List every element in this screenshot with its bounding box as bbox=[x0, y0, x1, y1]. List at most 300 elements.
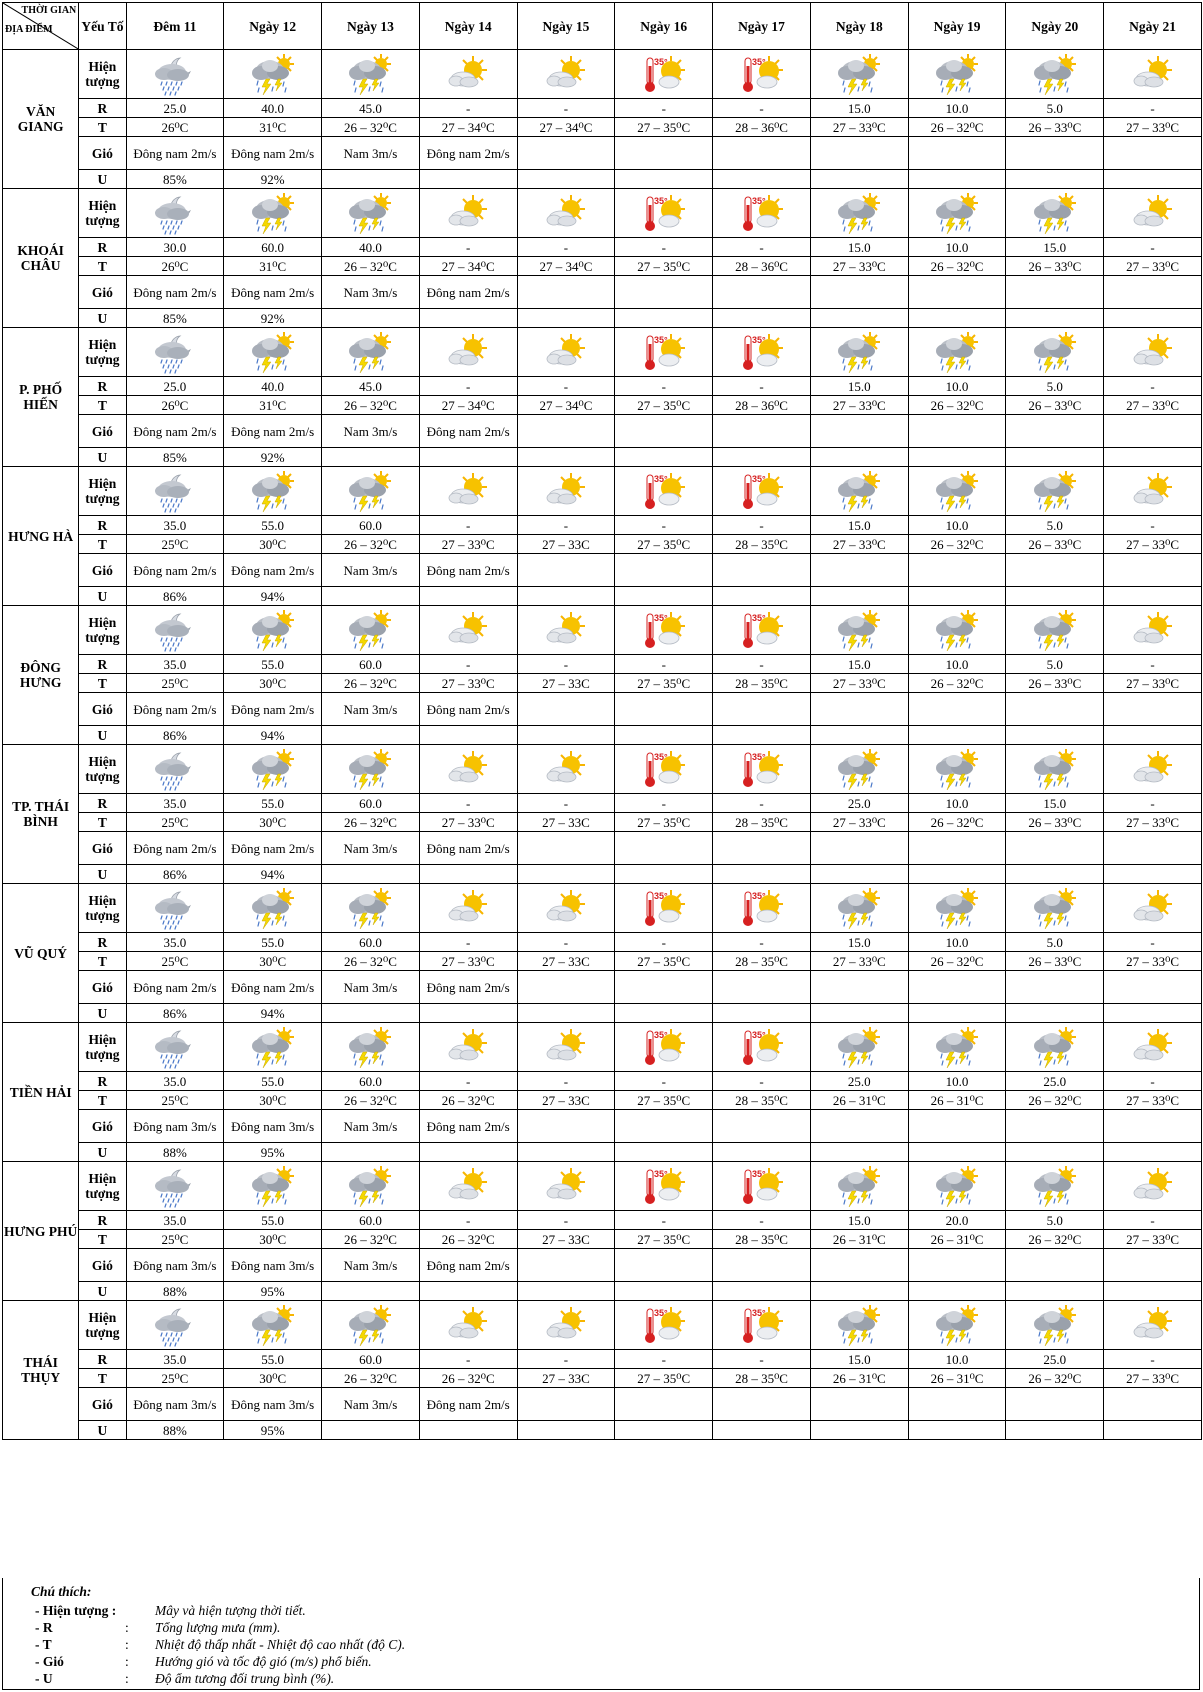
t-value: 27 – 33⁰C bbox=[419, 813, 517, 832]
r-value: - bbox=[419, 238, 517, 257]
thunderstorm-sun-icon bbox=[1030, 747, 1080, 791]
weather-cell bbox=[908, 884, 1006, 933]
t-value: 28 – 36⁰C bbox=[713, 257, 811, 276]
r-value: 60.0 bbox=[322, 933, 420, 952]
g-value bbox=[1006, 693, 1104, 726]
r-value: 55.0 bbox=[224, 1211, 322, 1230]
u-value bbox=[1006, 726, 1104, 745]
night-rain-icon bbox=[150, 1025, 200, 1069]
g-value bbox=[713, 415, 811, 448]
hot-thermometer-sun-icon bbox=[737, 1303, 787, 1347]
night-rain-icon bbox=[150, 886, 200, 930]
u-value bbox=[1006, 309, 1104, 328]
g-value: Đông nam 2m/s bbox=[224, 693, 322, 726]
partly-cloudy-sun-icon bbox=[1128, 1303, 1178, 1347]
g-value: Đông nam 2m/s bbox=[224, 554, 322, 587]
factor-label: R bbox=[79, 238, 126, 257]
row-u bbox=[3, 1421, 1202, 1440]
weather-cell bbox=[126, 328, 224, 377]
weather-cell bbox=[1006, 1162, 1104, 1211]
factor-label: T bbox=[79, 952, 126, 971]
g-value: Đông nam 2m/s bbox=[419, 554, 517, 587]
t-value: 26 – 32⁰C bbox=[908, 952, 1006, 971]
factor-label: Hiện tượng bbox=[79, 189, 126, 238]
thunderstorm-sun-icon bbox=[345, 747, 395, 791]
partly-cloudy-sun-icon bbox=[541, 330, 591, 374]
partly-cloudy-sun-icon bbox=[1128, 747, 1178, 791]
factor-label: T bbox=[79, 118, 126, 137]
t-value: 27 – 33C bbox=[517, 535, 615, 554]
weather-cell bbox=[810, 1023, 908, 1072]
row-t bbox=[3, 813, 1202, 832]
legend-key: - Hiện tượng : bbox=[35, 1603, 117, 1618]
u-value bbox=[615, 1004, 713, 1023]
partly-cloudy-sun-icon bbox=[541, 191, 591, 235]
t-value: 26 – 32⁰C bbox=[908, 118, 1006, 137]
day-header: Ngày 20 bbox=[1006, 3, 1104, 50]
g-value bbox=[810, 1388, 908, 1421]
u-value bbox=[517, 587, 615, 606]
hot-thermometer-sun-icon bbox=[639, 469, 689, 513]
hot-thermometer-sun-icon bbox=[639, 191, 689, 235]
weather-cell bbox=[224, 1023, 322, 1072]
r-value: - bbox=[419, 1211, 517, 1230]
u-value bbox=[419, 1143, 517, 1162]
row-t bbox=[3, 952, 1202, 971]
t-value: 28 – 35⁰C bbox=[713, 1230, 811, 1249]
thunderstorm-sun-icon bbox=[932, 608, 982, 652]
factor-label: T bbox=[79, 1091, 126, 1110]
r-value: 45.0 bbox=[322, 377, 420, 396]
weather-cell bbox=[322, 50, 420, 99]
u-value bbox=[322, 587, 420, 606]
weather-cell bbox=[224, 50, 322, 99]
u-value bbox=[1006, 1282, 1104, 1301]
hot-thermometer-sun-icon bbox=[737, 52, 787, 96]
partly-cloudy-sun-icon bbox=[541, 1303, 591, 1347]
g-value: Đông nam 2m/s bbox=[126, 832, 224, 865]
night-rain-icon bbox=[150, 1303, 200, 1347]
row-g bbox=[3, 1388, 1202, 1421]
u-value bbox=[517, 1421, 615, 1440]
factor-label: Hiện tượng bbox=[79, 50, 126, 99]
location-name: P. PHỐ HIẾN bbox=[3, 328, 79, 467]
weather-cell bbox=[908, 467, 1006, 516]
thunderstorm-sun-icon bbox=[1030, 1303, 1080, 1347]
partly-cloudy-sun-icon bbox=[1128, 191, 1178, 235]
thunderstorm-sun-icon bbox=[834, 886, 884, 930]
thunderstorm-sun-icon bbox=[932, 886, 982, 930]
weather-cell bbox=[615, 328, 713, 377]
r-value: - bbox=[1104, 1072, 1202, 1091]
u-value bbox=[419, 726, 517, 745]
g-value: Nam 3m/s bbox=[322, 137, 420, 170]
r-value: - bbox=[713, 933, 811, 952]
t-value: 27 – 35⁰C bbox=[615, 535, 713, 554]
t-value: 30⁰C bbox=[224, 813, 322, 832]
thunderstorm-sun-icon bbox=[834, 608, 884, 652]
r-value: - bbox=[517, 377, 615, 396]
weather-cell bbox=[126, 884, 224, 933]
r-value: - bbox=[713, 1350, 811, 1369]
night-rain-icon bbox=[150, 1164, 200, 1208]
hot-thermometer-sun-icon bbox=[737, 608, 787, 652]
r-value: 60.0 bbox=[322, 1072, 420, 1091]
thunderstorm-sun-icon bbox=[248, 1025, 298, 1069]
weather-cell bbox=[322, 328, 420, 377]
weather-cell bbox=[224, 884, 322, 933]
r-value: - bbox=[713, 1072, 811, 1091]
u-value: 92% bbox=[224, 448, 322, 467]
legend-sep: : bbox=[125, 1654, 129, 1669]
r-value: 15.0 bbox=[810, 1211, 908, 1230]
t-value: 27 – 33⁰C bbox=[810, 257, 908, 276]
u-value bbox=[419, 1421, 517, 1440]
weather-cell bbox=[810, 1162, 908, 1211]
g-value bbox=[908, 971, 1006, 1004]
t-value: 26 – 31⁰C bbox=[810, 1369, 908, 1388]
u-value bbox=[810, 1282, 908, 1301]
weather-cell bbox=[517, 1301, 615, 1350]
r-value: 10.0 bbox=[908, 377, 1006, 396]
partly-cloudy-sun-icon bbox=[443, 52, 493, 96]
thunderstorm-sun-icon bbox=[834, 469, 884, 513]
r-value: 25.0 bbox=[126, 377, 224, 396]
r-value: - bbox=[517, 1072, 615, 1091]
factor-label: T bbox=[79, 1369, 126, 1388]
weather-cell bbox=[615, 606, 713, 655]
t-value: 30⁰C bbox=[224, 674, 322, 693]
t-value: 30⁰C bbox=[224, 1091, 322, 1110]
weather-cell bbox=[419, 606, 517, 655]
thunderstorm-sun-icon bbox=[1030, 608, 1080, 652]
u-value bbox=[419, 587, 517, 606]
thunderstorm-sun-icon bbox=[248, 1164, 298, 1208]
legend-sep: : bbox=[125, 1620, 129, 1635]
r-value: 5.0 bbox=[1006, 516, 1104, 535]
r-value: - bbox=[1104, 794, 1202, 813]
hot-thermometer-sun-icon bbox=[737, 1025, 787, 1069]
weather-cell bbox=[322, 1023, 420, 1072]
g-value bbox=[908, 1388, 1006, 1421]
t-value: 27 – 33⁰C bbox=[1104, 1369, 1202, 1388]
night-rain-icon bbox=[150, 330, 200, 374]
legend-desc: Nhiệt độ thấp nhất - Nhiệt độ cao nhất (độ C). bbox=[155, 1637, 406, 1652]
u-value bbox=[322, 1004, 420, 1023]
g-value bbox=[713, 693, 811, 726]
t-value: 26 – 32⁰C bbox=[908, 535, 1006, 554]
row-u bbox=[3, 726, 1202, 745]
u-value bbox=[615, 726, 713, 745]
u-value bbox=[908, 448, 1006, 467]
weather-cell bbox=[419, 745, 517, 794]
hot-thermometer-sun-icon bbox=[737, 747, 787, 791]
g-value bbox=[1104, 832, 1202, 865]
t-value: 25⁰C bbox=[126, 535, 224, 554]
weather-cell bbox=[1104, 50, 1202, 99]
g-value: Đông nam 2m/s bbox=[419, 276, 517, 309]
g-value bbox=[517, 1249, 615, 1282]
row-t bbox=[3, 396, 1202, 415]
factor-label: Gió bbox=[79, 693, 126, 726]
r-value: - bbox=[615, 1072, 713, 1091]
g-value: Đông nam 2m/s bbox=[126, 137, 224, 170]
g-value: Đông nam 2m/s bbox=[126, 554, 224, 587]
r-value: - bbox=[615, 1211, 713, 1230]
g-value bbox=[810, 1110, 908, 1143]
u-value bbox=[615, 309, 713, 328]
g-value: Đông nam 2m/s bbox=[126, 693, 224, 726]
r-value: 5.0 bbox=[1006, 1211, 1104, 1230]
day-header: Đêm 11 bbox=[126, 3, 224, 50]
t-value: 26⁰C bbox=[126, 118, 224, 137]
row-wx bbox=[3, 1162, 1202, 1211]
weather-cell bbox=[419, 189, 517, 238]
r-value: - bbox=[713, 516, 811, 535]
row-r bbox=[3, 238, 1202, 257]
u-value bbox=[615, 1421, 713, 1440]
weather-cell bbox=[517, 328, 615, 377]
factor-label: U bbox=[79, 448, 126, 467]
t-value: 26 – 33⁰C bbox=[1006, 396, 1104, 415]
weather-cell bbox=[224, 189, 322, 238]
day-header: Ngày 15 bbox=[517, 3, 615, 50]
legend-desc: Mây và hiện tượng thời tiết. bbox=[155, 1603, 306, 1618]
u-value bbox=[1006, 170, 1104, 189]
t-value: 27 – 33⁰C bbox=[419, 535, 517, 554]
g-value bbox=[810, 137, 908, 170]
t-value: 26 – 32⁰C bbox=[1006, 1091, 1104, 1110]
day-header: Ngày 13 bbox=[322, 3, 420, 50]
row-wx bbox=[3, 745, 1202, 794]
u-value: 85% bbox=[126, 309, 224, 328]
g-value: Đông nam 2m/s bbox=[419, 832, 517, 865]
weather-cell bbox=[1006, 50, 1104, 99]
u-value: 86% bbox=[126, 865, 224, 884]
g-value bbox=[615, 415, 713, 448]
header-row bbox=[3, 3, 1202, 50]
legend bbox=[2, 1578, 1200, 1690]
hot-thermometer-sun-icon bbox=[737, 191, 787, 235]
weather-cell bbox=[322, 745, 420, 794]
factor-header: Yếu Tố bbox=[79, 3, 126, 50]
weather-cell bbox=[1006, 1301, 1104, 1350]
weather-cell bbox=[908, 328, 1006, 377]
r-value: 15.0 bbox=[810, 933, 908, 952]
row-r bbox=[3, 655, 1202, 674]
location-name: VĂN GIANG bbox=[3, 50, 79, 189]
thunderstorm-sun-icon bbox=[834, 52, 884, 96]
weather-cell bbox=[517, 884, 615, 933]
r-value: 40.0 bbox=[322, 238, 420, 257]
g-value: Đông nam 2m/s bbox=[126, 276, 224, 309]
u-value bbox=[1006, 1143, 1104, 1162]
g-value: Đông nam 2m/s bbox=[126, 971, 224, 1004]
weather-cell bbox=[419, 328, 517, 377]
g-value: Nam 3m/s bbox=[322, 415, 420, 448]
row-t bbox=[3, 118, 1202, 137]
t-value: 30⁰C bbox=[224, 1369, 322, 1388]
u-value bbox=[517, 1282, 615, 1301]
u-value bbox=[713, 587, 811, 606]
g-value bbox=[713, 1110, 811, 1143]
factor-label: Hiện tượng bbox=[79, 606, 126, 655]
partly-cloudy-sun-icon bbox=[443, 608, 493, 652]
r-value: 25.0 bbox=[810, 794, 908, 813]
factor-label: Gió bbox=[79, 1249, 126, 1282]
t-value: 27 – 33⁰C bbox=[1104, 952, 1202, 971]
t-value: 26⁰C bbox=[126, 396, 224, 415]
weather-cell bbox=[419, 1162, 517, 1211]
row-u bbox=[3, 448, 1202, 467]
t-value: 25⁰C bbox=[126, 1091, 224, 1110]
t-value: 26 – 32⁰C bbox=[908, 396, 1006, 415]
factor-label: Hiện tượng bbox=[79, 328, 126, 377]
factor-label: R bbox=[79, 1350, 126, 1369]
thunderstorm-sun-icon bbox=[345, 1164, 395, 1208]
u-value: 95% bbox=[224, 1282, 322, 1301]
weather-cell bbox=[517, 1023, 615, 1072]
weather-cell bbox=[224, 1301, 322, 1350]
u-value: 94% bbox=[224, 726, 322, 745]
partly-cloudy-sun-icon bbox=[541, 469, 591, 513]
factor-label: T bbox=[79, 813, 126, 832]
t-value: 26 – 31⁰C bbox=[908, 1091, 1006, 1110]
r-value: 5.0 bbox=[1006, 933, 1104, 952]
u-value: 86% bbox=[126, 1004, 224, 1023]
weather-cell bbox=[810, 328, 908, 377]
row-wx bbox=[3, 328, 1202, 377]
row-r bbox=[3, 377, 1202, 396]
t-value: 28 – 35⁰C bbox=[713, 1369, 811, 1388]
r-value: 35.0 bbox=[126, 516, 224, 535]
t-value: 27 – 33⁰C bbox=[419, 674, 517, 693]
u-value bbox=[615, 865, 713, 884]
u-value bbox=[517, 1143, 615, 1162]
weather-cell bbox=[1006, 467, 1104, 516]
weather-cell bbox=[322, 467, 420, 516]
r-value: - bbox=[517, 238, 615, 257]
factor-label: Hiện tượng bbox=[79, 467, 126, 516]
weather-cell bbox=[810, 745, 908, 794]
g-value bbox=[615, 693, 713, 726]
t-value: 27 – 33⁰C bbox=[1104, 813, 1202, 832]
r-value: 10.0 bbox=[908, 238, 1006, 257]
g-value: Đông nam 2m/s bbox=[419, 1388, 517, 1421]
g-value: Nam 3m/s bbox=[322, 1249, 420, 1282]
g-value: Nam 3m/s bbox=[322, 554, 420, 587]
r-value: - bbox=[615, 377, 713, 396]
weather-cell bbox=[1104, 1162, 1202, 1211]
r-value: 15.0 bbox=[1006, 238, 1104, 257]
thunderstorm-sun-icon bbox=[345, 886, 395, 930]
row-r bbox=[3, 1350, 1202, 1369]
location-name: KHOÁI CHÂU bbox=[3, 189, 79, 328]
thunderstorm-sun-icon bbox=[932, 469, 982, 513]
u-value bbox=[810, 309, 908, 328]
g-value bbox=[615, 971, 713, 1004]
g-value bbox=[1006, 137, 1104, 170]
weather-cell bbox=[713, 1301, 811, 1350]
row-u bbox=[3, 309, 1202, 328]
u-value bbox=[1104, 309, 1202, 328]
weather-cell bbox=[1104, 467, 1202, 516]
t-value: 26 – 33⁰C bbox=[1006, 535, 1104, 554]
hot-thermometer-sun-icon bbox=[639, 52, 689, 96]
t-value: 27 – 33⁰C bbox=[810, 813, 908, 832]
u-value bbox=[322, 309, 420, 328]
weather-cell bbox=[1104, 606, 1202, 655]
day-header: Ngày 14 bbox=[419, 3, 517, 50]
t-value: 27 – 33⁰C bbox=[810, 674, 908, 693]
thunderstorm-sun-icon bbox=[932, 191, 982, 235]
weather-cell bbox=[1006, 884, 1104, 933]
thunderstorm-sun-icon bbox=[1030, 191, 1080, 235]
factor-label: U bbox=[79, 1282, 126, 1301]
t-value: 27 – 34⁰C bbox=[419, 396, 517, 415]
r-value: - bbox=[517, 933, 615, 952]
hot-thermometer-sun-icon bbox=[639, 886, 689, 930]
partly-cloudy-sun-icon bbox=[443, 191, 493, 235]
partly-cloudy-sun-icon bbox=[1128, 608, 1178, 652]
g-value: Đông nam 3m/s bbox=[224, 1388, 322, 1421]
g-value: Đông nam 3m/s bbox=[126, 1249, 224, 1282]
g-value: Đông nam 2m/s bbox=[419, 1110, 517, 1143]
g-value: Đông nam 2m/s bbox=[224, 971, 322, 1004]
u-value: 94% bbox=[224, 587, 322, 606]
u-value bbox=[713, 309, 811, 328]
row-r bbox=[3, 1211, 1202, 1230]
u-value bbox=[810, 1004, 908, 1023]
u-value bbox=[908, 865, 1006, 884]
partly-cloudy-sun-icon bbox=[541, 747, 591, 791]
row-g bbox=[3, 415, 1202, 448]
t-value: 28 – 35⁰C bbox=[713, 535, 811, 554]
g-value bbox=[908, 693, 1006, 726]
r-value: 15.0 bbox=[1006, 794, 1104, 813]
g-value bbox=[615, 554, 713, 587]
weather-cell bbox=[713, 1162, 811, 1211]
u-value bbox=[1006, 1004, 1104, 1023]
t-value: 27 – 33C bbox=[517, 952, 615, 971]
t-value: 27 – 34⁰C bbox=[517, 396, 615, 415]
g-value bbox=[615, 1388, 713, 1421]
weather-cell bbox=[322, 189, 420, 238]
weather-cell bbox=[908, 1162, 1006, 1211]
u-value bbox=[419, 309, 517, 328]
r-value: 25.0 bbox=[1006, 1072, 1104, 1091]
thunderstorm-sun-icon bbox=[248, 469, 298, 513]
u-value bbox=[1104, 170, 1202, 189]
r-value: - bbox=[713, 1211, 811, 1230]
legend-item bbox=[35, 1670, 334, 1687]
partly-cloudy-sun-icon bbox=[541, 886, 591, 930]
row-r bbox=[3, 99, 1202, 118]
factor-label: Gió bbox=[79, 276, 126, 309]
row-r bbox=[3, 516, 1202, 535]
g-value bbox=[1006, 554, 1104, 587]
row-u bbox=[3, 1004, 1202, 1023]
row-g bbox=[3, 276, 1202, 309]
u-value bbox=[908, 170, 1006, 189]
weather-cell bbox=[126, 467, 224, 516]
weather-cell bbox=[1104, 1023, 1202, 1072]
weather-cell bbox=[1006, 606, 1104, 655]
thunderstorm-sun-icon bbox=[248, 191, 298, 235]
forecast-table bbox=[2, 2, 1202, 1440]
t-value: 27 – 35⁰C bbox=[615, 257, 713, 276]
g-value: Nam 3m/s bbox=[322, 276, 420, 309]
